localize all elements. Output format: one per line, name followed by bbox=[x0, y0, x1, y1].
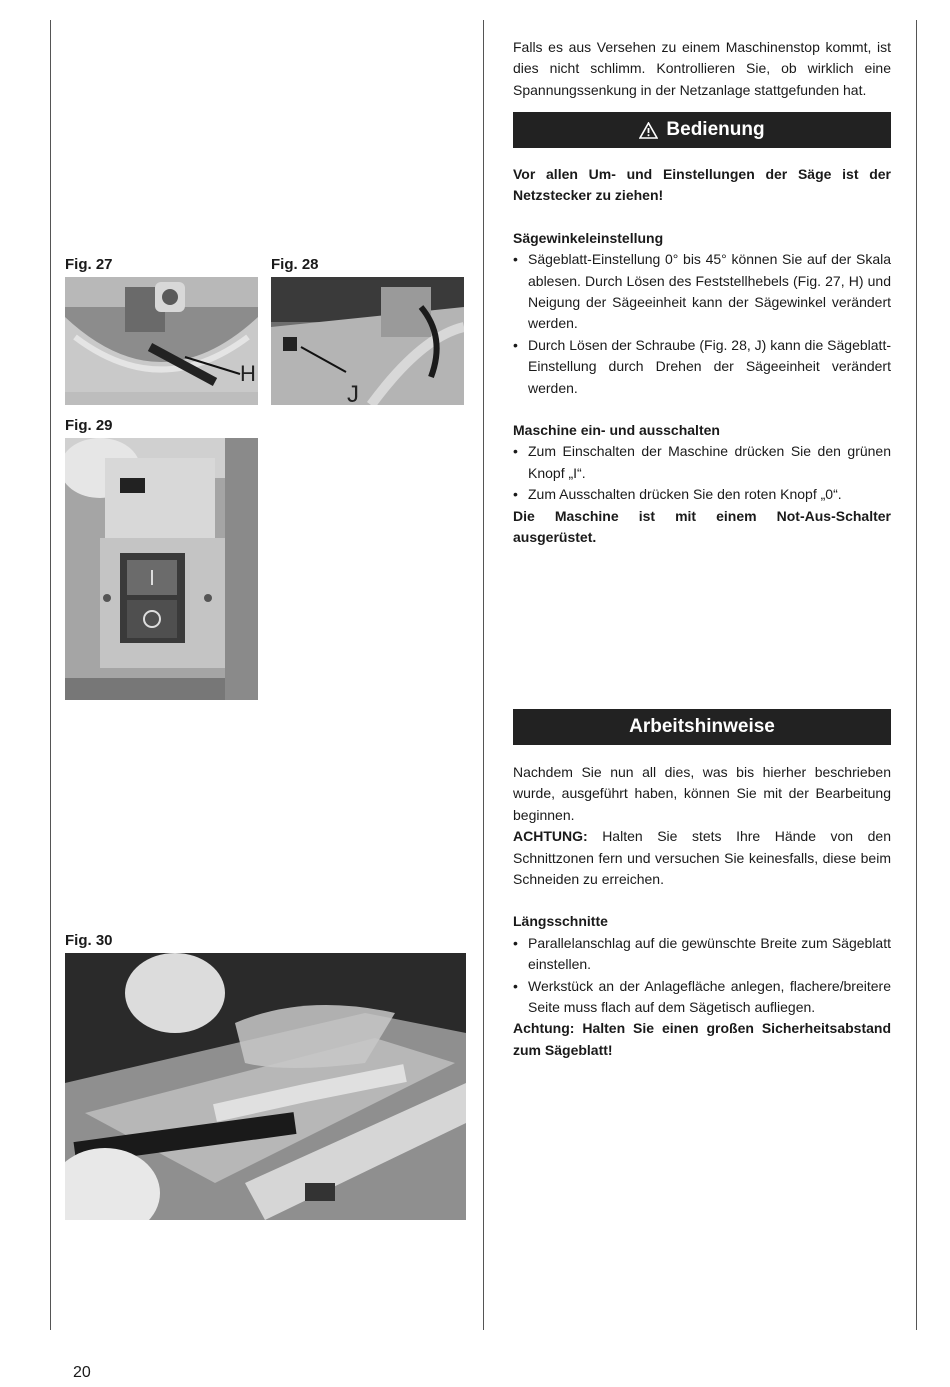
bedienung-warning: Vor allen Um- und Einstellungen der Säge ist der Netzstecker zu ziehen! bbox=[513, 166, 891, 204]
fig28-photo bbox=[271, 277, 464, 405]
bedienung-header bbox=[513, 112, 891, 148]
fig29-photo bbox=[65, 438, 258, 700]
arbeitshinweise-header bbox=[513, 709, 891, 745]
schalten-bullet-2: • Zum Ausschalten drücken Sie den roten Knopf „0“. bbox=[513, 484, 891, 505]
bedienung-heading: Bedienung bbox=[666, 119, 765, 140]
bedienung-section bbox=[513, 164, 891, 549]
page-number: 20 bbox=[73, 1364, 91, 1381]
achtung-label: ACHTUNG: bbox=[513, 828, 588, 845]
saegewinkel-title: Sägewinkeleinstellung bbox=[513, 229, 664, 246]
fig28-label: Fig. 28 bbox=[271, 256, 319, 273]
fig27-callout: H bbox=[240, 361, 256, 386]
saegewinkel-bullet-1: • Sägeblatt-Einstellung 0° bis 45° können Sie auf der Skala ablesen. Durch Lösen des Feststellhebels (Fig. 27, H) und Neigung der Sägeeinheit kann der Sägewinkel verändert werden. bbox=[513, 249, 891, 335]
left-margin-rule bbox=[50, 20, 51, 1330]
laengs-bullet-1: • Parallelanschlag auf die gewünschte Breite zum Sägeblatt einstellen. bbox=[513, 933, 891, 976]
arbeitshinweise-heading: Arbeitshinweise bbox=[629, 716, 775, 737]
saegewinkel-bullet-2: • Durch Lösen der Schraube (Fig. 28, J) kann die Sägeblatt-Einstellung durch Drehen der Sägeeinheit verändert werden. bbox=[513, 335, 891, 399]
right-margin-rule bbox=[916, 20, 917, 1330]
intro-text: Falls es aus Versehen zu einem Maschinenstop kommt, ist dies nicht schlimm. Kontrollieren Sie, ob wirklich eine Spannungssenkung in der Netzanlage stattgefunden hat. bbox=[513, 39, 891, 98]
fig29-label: Fig. 29 bbox=[65, 417, 113, 434]
fig27-photo bbox=[65, 277, 258, 405]
fig30-photo bbox=[65, 953, 466, 1220]
achtung-text: Halten Sie stets Ihre Hände von den Schnittzonen fern und versuchen Sie keinesfalls, diese beim Schneiden zu erreichen. bbox=[513, 828, 891, 888]
warning-icon bbox=[639, 122, 658, 139]
arbeitshinweise-section bbox=[513, 762, 891, 1061]
arbeitshinweise-intro: Nachdem Sie nun all dies, was bis hierher beschrieben wurde, ausgeführt haben, können Sie mit der Bearbeitung beginnen. bbox=[513, 764, 891, 823]
laengs-bullet-2: • Werkstück an der Anlagefläche anlegen, flachere/breitere Seite muss flach auf dem Sägetisch aufliegen. bbox=[513, 976, 891, 1019]
fig28-callout: J bbox=[347, 381, 359, 405]
fig27-label: Fig. 27 bbox=[65, 256, 113, 273]
laengs-note: Achtung: Halten Sie einen großen Sicherheitsabstand zum Sägeblatt! bbox=[513, 1020, 891, 1058]
schalten-bullet-1: • Zum Einschalten der Maschine drücken Sie den grünen Knopf „I“. bbox=[513, 441, 891, 484]
achtung-paragraph bbox=[513, 826, 891, 890]
fig30-label: Fig. 30 bbox=[65, 932, 113, 949]
column-divider-rule bbox=[483, 20, 484, 1330]
intro-paragraph bbox=[513, 37, 891, 101]
schalten-title: Maschine ein- und ausschalten bbox=[513, 422, 720, 439]
laengs-title: Längsschnitte bbox=[513, 913, 608, 930]
schalten-note: Die Maschine ist mit einem Not-Aus-Schalter ausgerüstet. bbox=[513, 507, 891, 546]
